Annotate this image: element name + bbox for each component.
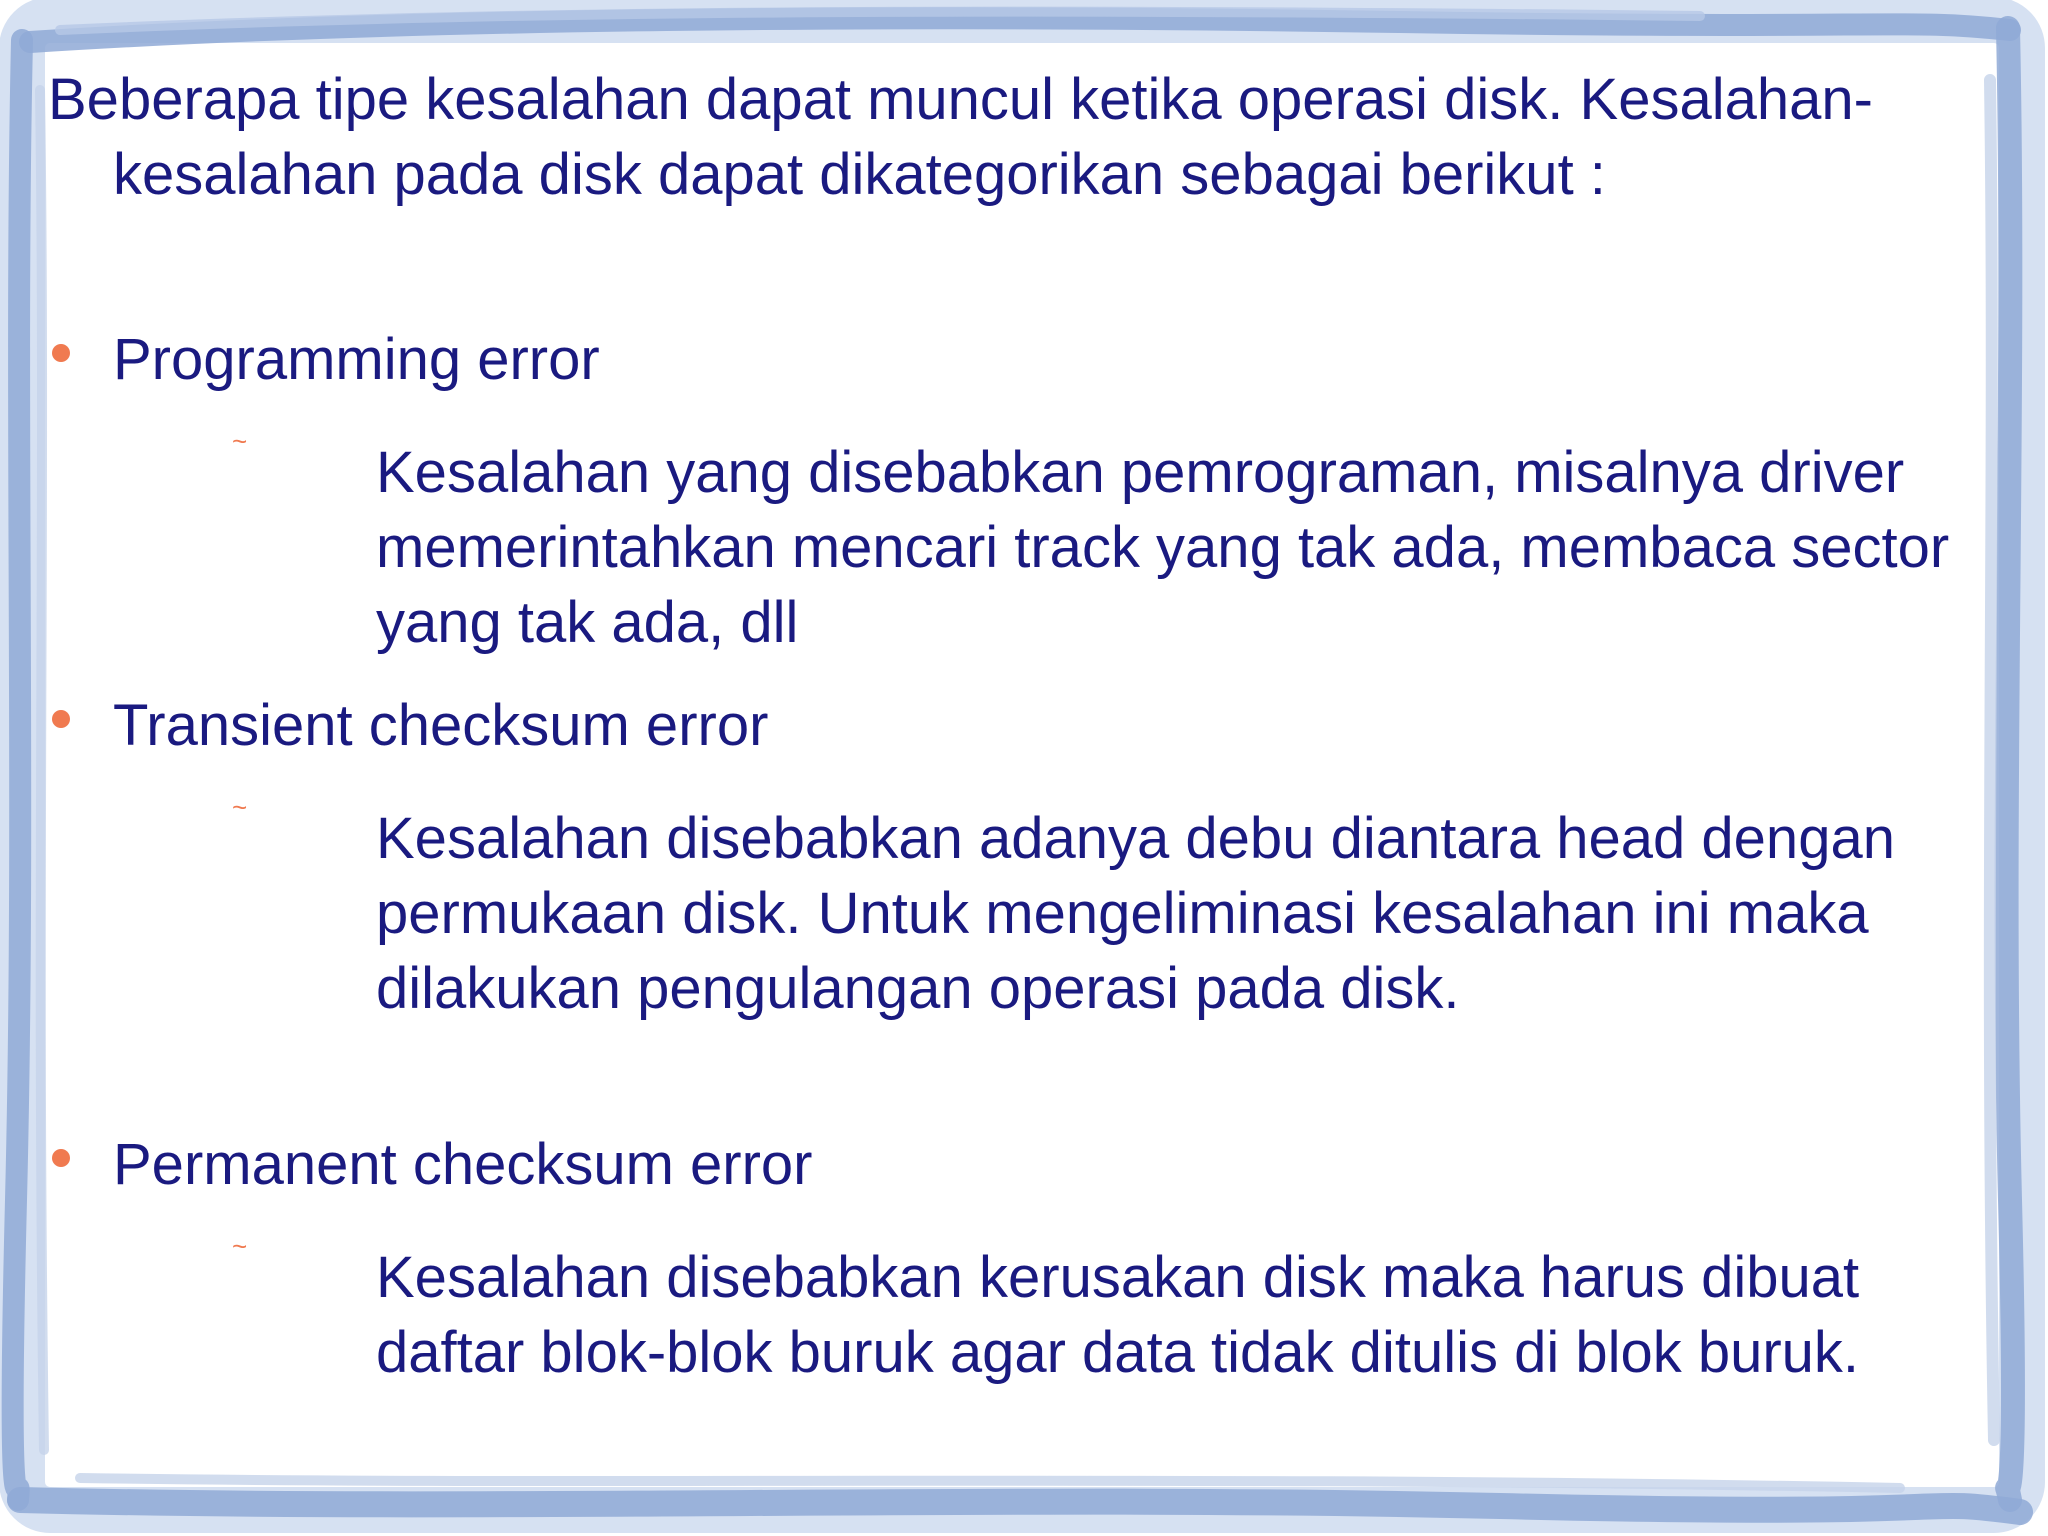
bullet-dot-icon (52, 1149, 70, 1167)
bullet-item-programming-error (30, 322, 1930, 402)
tilde-marker-icon: ~ (232, 792, 248, 822)
bullet-heading: Transient checksum error (113, 693, 769, 758)
bullet-heading: Programming error (113, 327, 600, 392)
sub-description: Kesalahan disebabkan adanya debu diantara head dengan permukaan disk. Untuk mengeliminasi kesalahan ini maka dilakukan pengulangan operasi pada disk. (376, 806, 1895, 1021)
bullet-dot-icon (52, 344, 70, 362)
bullet-heading: Permanent checksum error (113, 1132, 813, 1197)
bullet-dot-icon (52, 710, 70, 728)
bullet-item-transient-checksum-error (30, 688, 1930, 768)
tilde-marker-icon: ~ (232, 426, 248, 456)
tilde-marker-icon: ~ (232, 1231, 248, 1261)
sub-description: Kesalahan disebabkan kerusakan disk maka harus dibuat daftar blok-blok buruk agar data tidak ditulis di blok buruk. (376, 1245, 1860, 1385)
intro-paragraph: Beberapa tipe kesalahan dapat muncul ketika operasi disk. Kesalahan-kesalahan pada disk dapat dikategorikan sebagai berikut : (48, 67, 1873, 207)
bullet-item-permanent-checksum-error (30, 1127, 1930, 1207)
sub-description: Kesalahan yang disebabkan pemrograman, misalnya driver memerintahkan mencari track yang tak ada, membaca sector yang tak ada, dll (376, 440, 1950, 655)
